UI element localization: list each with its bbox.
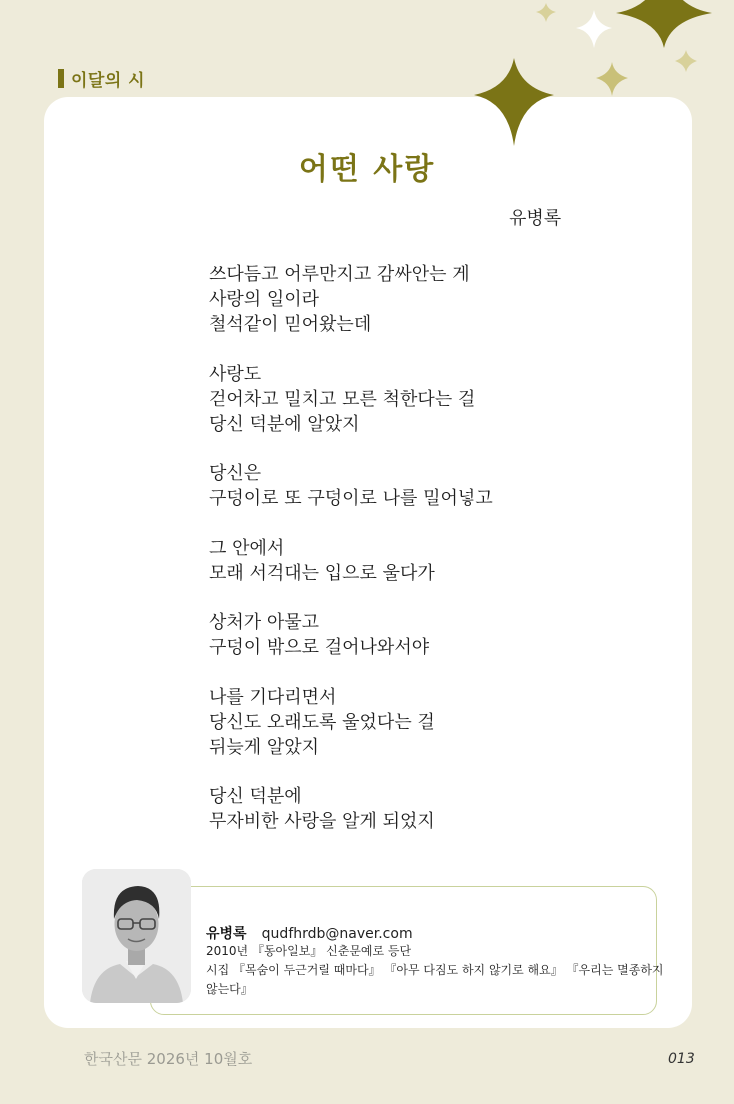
poem-line: 구덩이로 또 구덩이로 나를 밀어넣고 (209, 488, 493, 509)
poem-author: 유병록 (509, 208, 562, 229)
poem-stanza (209, 362, 493, 437)
page-number: 013 (668, 1051, 695, 1067)
bio-name: 유병록 (206, 926, 247, 942)
poem-line: 당신도 오래도록 울었다는 걸 (209, 711, 435, 733)
bio-name-row (206, 923, 413, 943)
poem-line: 쓰다듬고 어루만지고 감싸안는 게 (209, 264, 470, 285)
poem-stanza (209, 461, 493, 511)
author-photo (82, 869, 191, 1003)
poem-stanza (209, 262, 493, 337)
bio-line-books-cont: 않는다』 (206, 982, 253, 996)
poem-line: 사랑의 일이라 (209, 289, 320, 310)
footer-publication: 한국산문 2026년 10월호 (84, 1050, 253, 1068)
poem-line: 당신은 (209, 463, 262, 484)
poem-line: 뒤늦게 알았지 (209, 736, 320, 758)
bio-email: qudfhrdb@naver.com (261, 926, 413, 942)
poem-line: 걷어차고 밀치고 모른 척한다는 걸 (209, 388, 476, 410)
poem-line: 무자비한 사랑을 알게 되었지 (209, 811, 435, 832)
poem-stanza (209, 685, 493, 760)
poem-line: 모래 서걱대는 입으로 울다가 (209, 562, 435, 584)
section-label-text: 이달의 시 (71, 70, 146, 91)
poem-line: 철석같이 믿어왔는데 (209, 314, 372, 335)
poem-title: 어떤 사랑 (298, 152, 436, 187)
poem-stanza (209, 610, 493, 660)
small-sparkle-icon (596, 62, 628, 96)
poem-line: 구덩이 밖으로 걸어나와서야 (209, 637, 430, 658)
poem-line: 사랑도 (209, 363, 262, 385)
tiny-sparkle-icon (536, 3, 556, 22)
white-sparkle-icon (576, 10, 612, 48)
tiny-sparkle-icon (675, 50, 697, 72)
poem-stanza (209, 784, 493, 834)
poem-body (209, 262, 493, 859)
section-bar (58, 69, 64, 88)
bio-line-debut: 2010년 『동아일보』 신춘문예로 등단 (206, 944, 412, 958)
author-portrait-icon (82, 869, 191, 1003)
section-label (58, 68, 146, 91)
top-right-sparkle-icon (616, 0, 712, 48)
poem-line: 당신 덕분에 (209, 786, 302, 807)
bio-line-books: 시집 『목숨이 두근거릴 때마다』 『아무 다짐도 하지 않기로 해요』 『우리는 멸종하지 (206, 963, 664, 977)
poem-line: 나를 기다리면서 (209, 686, 337, 708)
poem-line: 당신 덕분에 알았지 (209, 413, 360, 435)
poem-stanza (209, 536, 493, 586)
poem-line: 그 안에서 (209, 537, 285, 559)
poem-line: 상처가 아물고 (209, 612, 320, 633)
